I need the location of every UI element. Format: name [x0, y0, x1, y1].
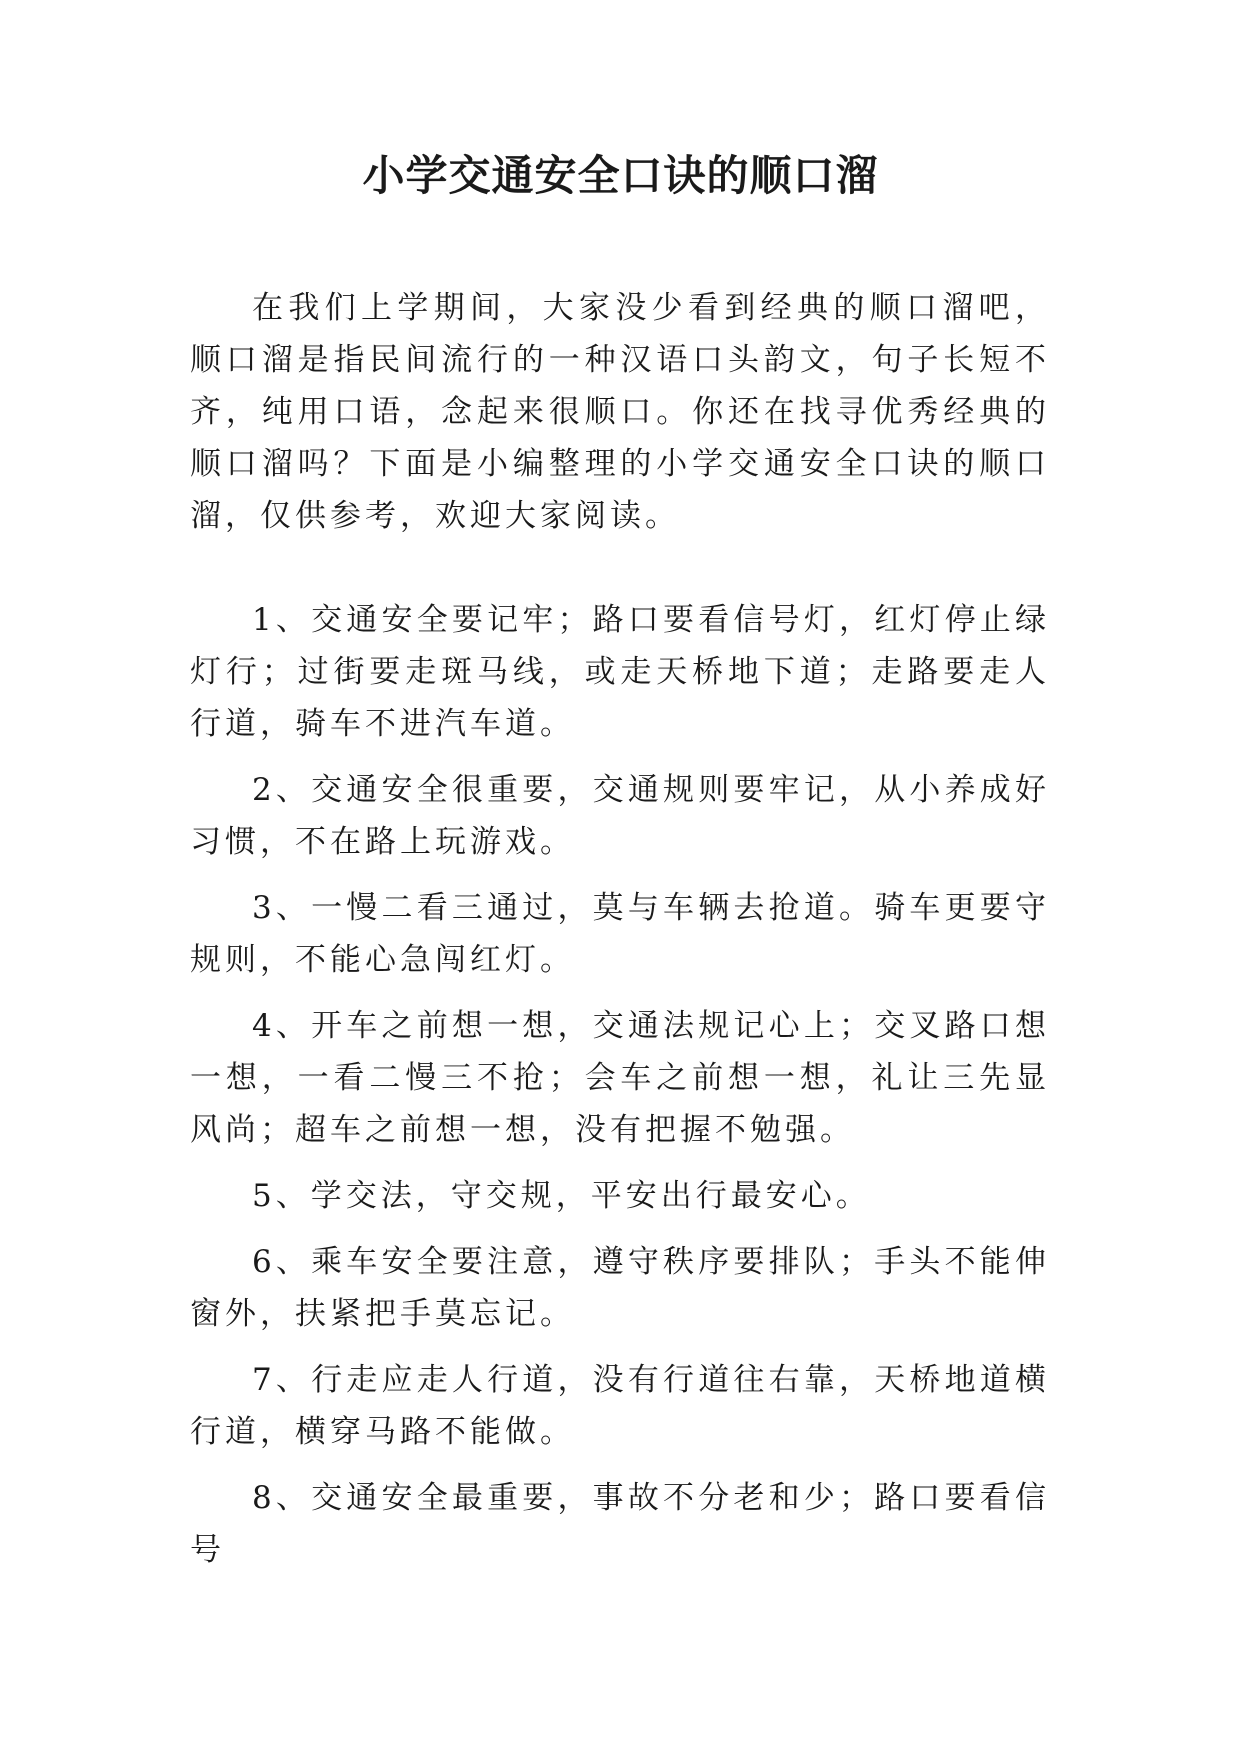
list-item: 3、一慢二看三通过，莫与车辆去抢道。骑车更要守规则，不能心急闯红灯。	[190, 890, 1050, 978]
document-body	[190, 282, 1050, 1590]
list-item: 7、行走应走人行道，没有行道往右靠，天桥地道横行道，横穿马路不能做。	[190, 1362, 1050, 1450]
list-item: 6、乘车安全要注意，遵守秩序要排队；手头不能伸窗外，扶紧把手莫忘记。	[190, 1244, 1050, 1332]
list-item: 2、交通安全很重要，交通规则要牢记，从小养成好习惯，不在路上玩游戏。	[190, 772, 1050, 860]
list-item: 5、学交法，守交规，平安出行最安心。	[252, 1178, 871, 1214]
list-item: 8、交通安全最重要，事故不分老和少；路口要看信号	[190, 1480, 1050, 1568]
list-item: 1、交通安全要记牢；路口要看信号灯，红灯停止绿灯行；过街要走斑马线，或走天桥地下道；走路要走人行道，骑车不进汽车道。	[190, 602, 1050, 742]
list-item: 4、开车之前想一想，交通法规记心上；交叉路口想一想，一看二慢三不抢；会车之前想一想，礼让三先显风尚；超车之前想一想，没有把握不勉强。	[190, 1008, 1050, 1148]
intro-paragraph: 在我们上学期间，大家没少看到经典的顺口溜吧，顺口溜是指民间流行的一种汉语口头韵文，句子长短不齐，纯用口语，念起来很顺口。你还在找寻优秀经典的顺口溜吗？下面是小编整理的小学交通安全口诀的顺口溜，仅供参考，欢迎大家阅读。	[190, 290, 1050, 534]
document-title: 小学交通安全口诀的顺口溜	[362, 151, 879, 200]
